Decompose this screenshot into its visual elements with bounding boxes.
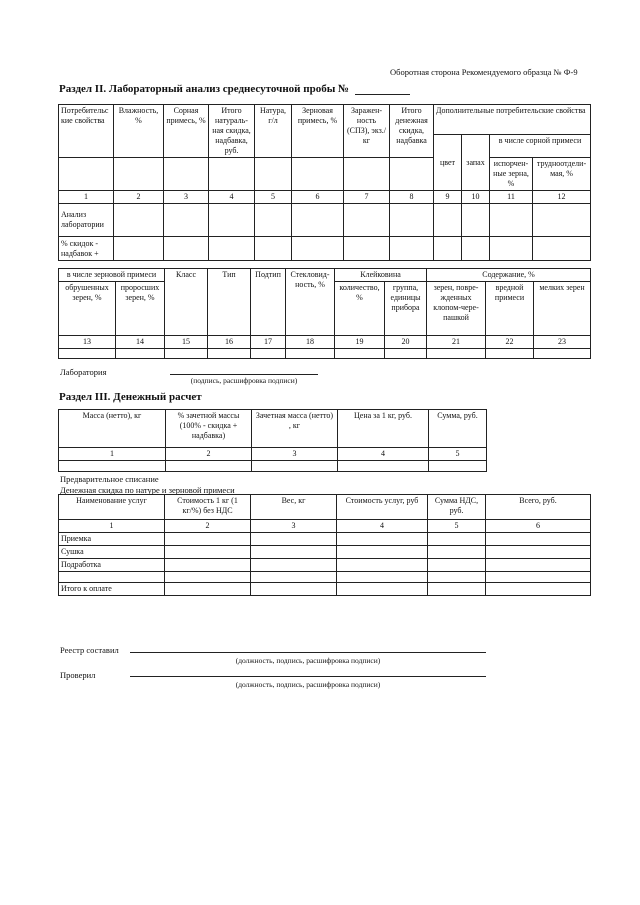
header-additional-properties: Дополнительные потребительские свойства	[434, 105, 591, 135]
header-amount: Сумма, руб.	[429, 410, 487, 448]
services-table	[58, 494, 591, 596]
header-content: Содержание, %	[427, 269, 591, 282]
col-num: 4	[338, 448, 429, 461]
header-gluten-group: группа, единицы прибора	[385, 282, 427, 336]
header-class: Класс	[165, 269, 208, 336]
header-grain-impurity: Зерновая примесь, %	[292, 105, 344, 158]
checked-signature-caption: (должность, подпись, расшифровка подписи)	[235, 680, 381, 689]
header-vitreousness: Стекловид- ность, %	[286, 269, 335, 336]
col-num: 3	[252, 448, 338, 461]
row-label-discounts: % скидок - надбавок +	[59, 237, 114, 261]
header-hard-to-separate: трудноотдели- мая, %	[533, 158, 591, 191]
header-smell: запах	[462, 135, 490, 191]
col-num: 10	[462, 191, 490, 204]
header-harmful-impurity: вредной примеси	[486, 282, 534, 336]
header-gluten-quantity: количество, %	[335, 282, 385, 336]
header-properties: Потребительс кие свойства	[59, 105, 114, 158]
col-num: 9	[434, 191, 462, 204]
col-num: 23	[534, 336, 591, 349]
col-num: 7	[344, 191, 390, 204]
header-color: цвет	[434, 135, 462, 191]
header-type: Тип	[208, 269, 251, 336]
registry-compiled-label: Реестр составил	[60, 645, 119, 655]
col-num: 15	[165, 336, 208, 349]
header-net-mass: Масса (нетто), кг	[59, 410, 166, 448]
laboratory-signature-caption: (подпись, расшифровка подписи)	[190, 376, 298, 385]
col-num: 4	[209, 191, 255, 204]
header-in-grain-impurity: в числе зерновой примеси	[59, 269, 165, 282]
col-num: 17	[251, 336, 286, 349]
col-num: 22	[486, 336, 534, 349]
col-num: 2	[114, 191, 164, 204]
col-num: 5	[429, 448, 487, 461]
col-num: 20	[385, 336, 427, 349]
header-total: Всего, руб.	[486, 495, 591, 520]
col-num: 2	[166, 448, 252, 461]
preliminary-write-off: Предварительное списание	[60, 474, 159, 484]
laboratory-label: Лаборатория	[60, 367, 107, 377]
registry-signature-caption: (должность, подпись, расшифровка подписи)	[235, 656, 381, 665]
header-monetary-discount: Итого денежная скидка, надбавка	[390, 105, 434, 158]
col-num: 21	[427, 336, 486, 349]
row-empty	[59, 572, 165, 583]
header-husked-grains: обрушенных зерен, %	[59, 282, 116, 336]
col-num: 12	[533, 191, 591, 204]
col-num: 1	[59, 448, 166, 461]
form-note: Оборотная сторона Рекомендуемого образца № Ф-9	[390, 67, 578, 77]
header-weight: Вес, кг	[251, 495, 337, 520]
section-2-title: Раздел II. Лабораторный анализ среднесуточной пробы №	[59, 83, 350, 95]
header-cost-per-kg: Стоимость 1 кг (1 кг/%) без НДС	[165, 495, 251, 520]
col-num: 14	[116, 336, 165, 349]
header-vat: Сумма НДС, руб.	[428, 495, 486, 520]
header-service-name: Наименование услуг	[59, 495, 165, 520]
row-reception: Приемка	[59, 533, 165, 546]
col-num: 2	[165, 520, 251, 533]
discount-note: Денежная скидка по натуре и зерновой примеси	[60, 485, 235, 495]
col-num: 3	[251, 520, 337, 533]
monetary-calculation-table	[58, 409, 487, 472]
col-num: 8	[390, 191, 434, 204]
col-num: 16	[208, 336, 251, 349]
laboratory-signature-line	[170, 374, 318, 375]
col-num: 18	[286, 336, 335, 349]
header-subtype: Подтип	[251, 269, 286, 336]
checked-signature-line	[130, 676, 486, 677]
lab-analysis-table-2	[58, 268, 591, 359]
header-gluten: Клейковина	[335, 269, 427, 282]
header-spoiled-grains: испорчен- ные зерна, %	[490, 158, 533, 191]
header-nature: Натура, г/л	[255, 105, 292, 158]
lab-analysis-table	[58, 104, 591, 261]
row-drying: Сушка	[59, 546, 165, 559]
header-price-per-kg: Цена за 1 кг, руб.	[338, 410, 429, 448]
col-num: 1	[59, 520, 165, 533]
col-num: 4	[337, 520, 428, 533]
registry-signature-line	[130, 652, 486, 653]
header-credit-mass: Зачетная масса (нетто) , кг	[252, 410, 338, 448]
header-in-weed-impurity: в числе сорной примеси	[490, 135, 591, 158]
col-num: 5	[255, 191, 292, 204]
header-moisture: Влажность, %	[114, 105, 164, 158]
header-infestation: Заражен- ность (СПЗ), экз./кг	[344, 105, 390, 158]
row-label-lab-analysis: Анализ лаборатории	[59, 204, 114, 237]
header-service-cost: Стоимость услуг, руб	[337, 495, 428, 520]
col-num: 1	[59, 191, 114, 204]
col-num: 3	[164, 191, 209, 204]
header-bug-damaged: зерен, повре- жденных клопом-чере- пашкой	[427, 282, 486, 336]
sample-number-line	[355, 94, 410, 95]
row-total-to-pay: Итого к оплате	[59, 583, 165, 596]
header-credit-mass-percent: % зачетной массы (100% - скидка + надбавка)	[166, 410, 252, 448]
header-sprouted-grains: проросших зерен, %	[116, 282, 165, 336]
row-processing: Подработка	[59, 559, 165, 572]
col-num: 6	[486, 520, 591, 533]
col-num: 11	[490, 191, 533, 204]
col-num: 13	[59, 336, 116, 349]
col-num: 5	[428, 520, 486, 533]
header-small-grains: мелких зерен	[534, 282, 591, 336]
header-natural-discount: Итого натураль- ная скидка, надбавка, руб.	[209, 105, 255, 158]
header-weed-impurity: Сорная примесь, %	[164, 105, 209, 158]
checked-label: Проверил	[60, 670, 96, 680]
section-3-title: Раздел III. Денежный расчет	[59, 391, 202, 403]
col-num: 19	[335, 336, 385, 349]
col-num: 6	[292, 191, 344, 204]
